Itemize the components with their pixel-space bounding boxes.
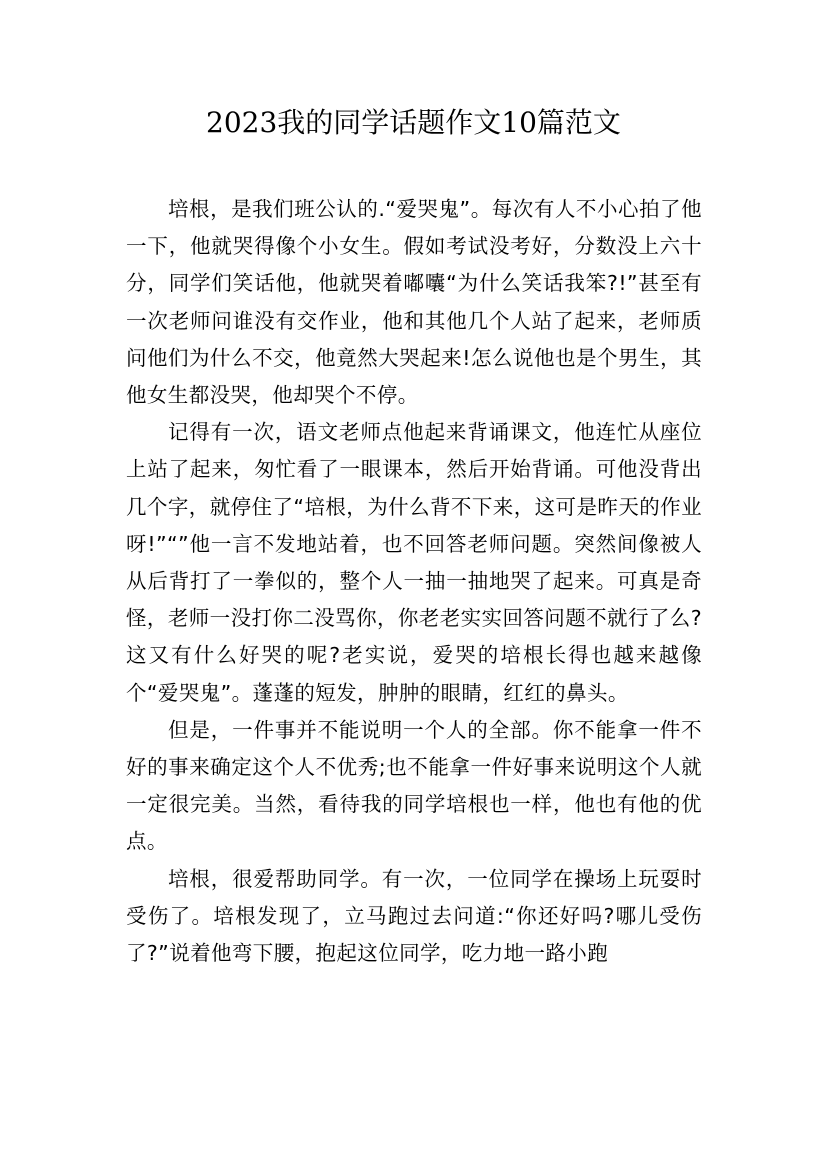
paragraph-1: 培根，是我们班公认的.“爱哭鬼”。每次有人不小心拍了他一下，他就哭得像个小女生。假如考试没考好，分数没上六十分，同学们笑话他，他就哭着嘟囔“为什么笑话我笨?!”甚至有一次老师问谁没有交作业，他和其他几个人站了起来，老师质问他们为什么不交，他竟然大哭起来!怎么说他也是个男生，其他女生都没哭，他却哭个不停。 <box>126 197 702 408</box>
document-body <box>126 191 702 972</box>
paragraph-4: 培根，很爱帮助同学。有一次，一位同学在操场上玩耍时受伤了。培根发现了，立马跑过去问道:“你还好吗?哪儿受伤了?”说着他弯下腰，抱起这位同学，吃力地一路小跑 <box>126 866 702 966</box>
document-title: 2023我的同学话题作文10篇范文 <box>206 106 621 139</box>
paragraph-3: 但是，一件事并不能说明一个人的全部。你不能拿一件不好的事来确定这个人不优秀;也不能拿一件好事来说明这个人就一定很完美。当然，看待我的同学培根也一样，他也有他的优点。 <box>126 717 702 854</box>
paragraph-2: 记得有一次，语文老师点他起来背诵课文，他连忙从座位上站了起来，匆忙看了一眼课本，然后开始背诵。可他没背出几个字，就停住了“培根，为什么背不下来，这可是昨天的作业呀!”“”他一言不发地站着，也不回答老师问题。突然间像被人从后背打了一拳似的，整个人一抽一抽地哭了起来。可真是奇怪，老师一没打你二没骂你，你老老实实回答问题不就行了么?这又有什么好哭的呢?老实说，爱哭的培根长得也越来越像个“爱哭鬼”。蓬蓬的短发，肿肿的眼睛，红红的鼻头。 <box>126 420 702 705</box>
